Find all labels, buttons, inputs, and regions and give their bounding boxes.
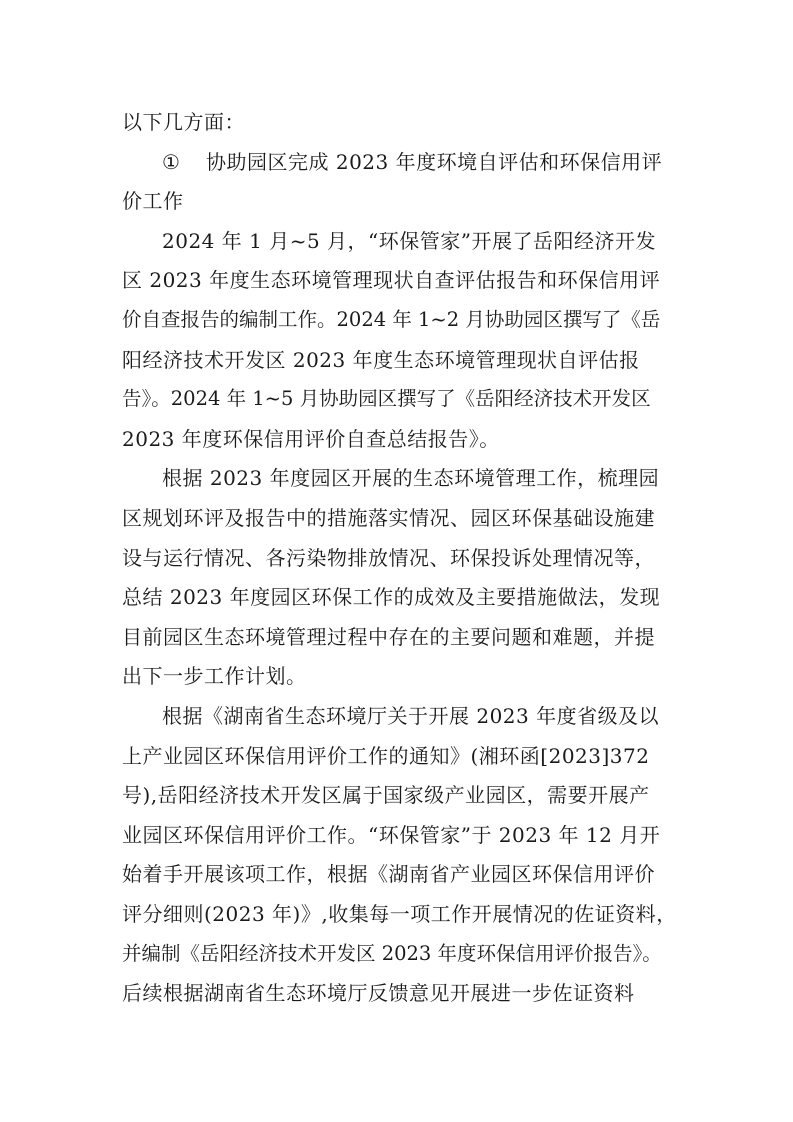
circled-number-marker: ① xyxy=(162,150,181,174)
paragraph-line: 告》。2024 年 1~5 月协助园区撰写了《岳阳经济技术开发区 xyxy=(122,387,651,410)
paragraph-line: 价自查报告的编制工作。2024 年 1~2 月协助园区撰写了《岳 xyxy=(122,308,661,331)
paragraph-line: 2024 年 1 月~5 月，“环保管家”开展了岳阳经济开发 xyxy=(162,229,656,253)
paragraph-line: 根据 2023 年度园区开展的生态环境管理工作，梳理园 xyxy=(162,466,660,490)
paragraph-line: 设与运行情况、各污染物排放情况、环保投诉处理情况等， xyxy=(122,546,655,570)
paragraph-line: 评分细则(2023 年)》,收集每一项工作开展情况的佐证资料， xyxy=(122,902,677,926)
paragraph-line: 根据《湖南省生态环境厅关于开展 2023 年度省级及以 xyxy=(162,704,660,728)
paragraph-line: 并编制《岳阳经济技术开发区 2023 年度环保信用评价报告》。 xyxy=(122,942,662,965)
paragraph-line: 上产业园区环保信用评价工作的通知》(湘环函[2023]372 xyxy=(122,744,650,768)
paragraph-line: 阳经济技术开发区 2023 年度生态环境管理现状自评估报 xyxy=(122,348,640,372)
text-line: 以下几方面： xyxy=(122,110,245,134)
paragraph-line: 出下一步工作计划。 xyxy=(122,664,307,688)
paragraph-line: 区 2023 年度生态环境管理现状自查评估报告和环保信用评 xyxy=(122,268,661,292)
paragraph-line: 号),岳阳经济技术开发区属于国家级产业园区，需要开展产 xyxy=(122,783,650,807)
section-heading: 协助园区完成 2023 年度环境自评估和环保信用评 xyxy=(206,150,663,174)
paragraph-line: 业园区环保信用评价工作。“环保管家”于 2023 年 12 月开 xyxy=(122,823,661,847)
paragraph-line: 后续根据湖南省生态环境厅反馈意见开展进一步佐证资料 xyxy=(122,981,635,1005)
paragraph-line: 区规划环评及报告中的措施落实情况、园区环保基础设施建 xyxy=(122,506,655,530)
paragraph-line: 目前园区生态环境管理过程中存在的主要问题和难题，并提 xyxy=(122,625,655,649)
paragraph-line: 总结 2023 年度园区环保工作的成效及主要措施做法，发现 xyxy=(122,585,661,609)
section-heading-continuation: 价工作 xyxy=(122,189,184,213)
paragraph-line: 2023 年度环保信用评价自查总结报告》。 xyxy=(122,427,500,451)
paragraph-line: 始着手开展该项工作，根据《湖南省产业园区环保信用评价 xyxy=(122,862,655,886)
